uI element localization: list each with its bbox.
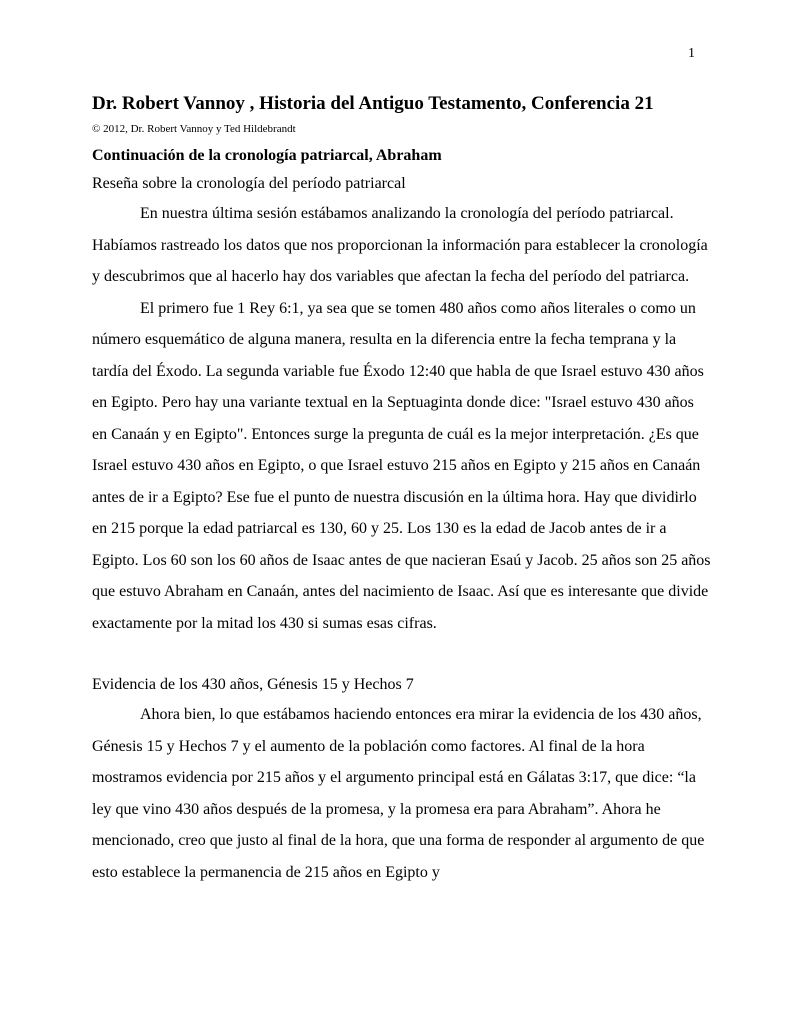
paragraph-data-traced: Habíamos rastreado los datos que nos proporcionan la información para establecer la cronología y descubrimos que al hacerlo hay dos variables que afectan la fecha del período del patriarca. — [92, 236, 708, 285]
paragraph-evidence: Ahora bien, lo que estábamos haciendo entonces era mirar la evidencia de los 430 años, Génesis 15 y Hechos 7 y el aumento de la población como factores. Al final de la hora mostramos evidencia por 215 años y el argumento principal está en Gálatas 3:17, que dice: “la ley que vino 430 años después de la promesa, y la promesa era para Abraham”. Ahora he mencionado, creo que justo al final de la hora, que una forma de responder al argumento de que esto establece la permanencia de 215 años en Egipto y — [92, 706, 705, 881]
document-title: Dr. Robert Vannoy , Historia del Antiguo Testamento, Conferencia 21 — [92, 93, 654, 114]
page-number: 1 — [688, 46, 695, 61]
subheading-chronology-review: Reseña sobre la cronología del período patriarcal — [92, 175, 406, 192]
section-spacer — [92, 639, 712, 671]
document-body — [92, 86, 712, 888]
subheading-430-years-evidence: Evidencia de los 430 años, Génesis 15 y Hechos 7 — [92, 676, 414, 693]
paragraph-first-variable: El primero fue 1 Rey 6:1, ya sea que se tomen 480 años como años literales o como un número esquemático de alguna manera, resulta en la diferencia entre la fecha temprana y la tardía del Éxodo. La segunda variable fue Éxodo 12:40 que habla de que Israel estuvo 430 años en Egipto. Pero hay una variante textual en la Septuaginta donde dice: "Israel estuvo 430 años en Canaán y en Egipto". Entonces surge la pregunta de cuál es la mejor interpretación. ¿Es que Israel estuvo 430 años en Egipto, o que Israel estuvo 215 años en Egipto y 215 años en Canaán antes de ir a Egipto? Ese fue el punto de nuestra discusión en la última hora. Hay que dividirlo en 215 porque la edad patriarcal es 130, 60 y 25. Los 130 es la edad de Jacob antes de ir a Egipto. Los 60 son los 60 años de Isaac antes de que nacieran Esaú y Jacob. 25 años son 25 años que estuvo Abraham en Canaán, antes del nacimiento de Isaac. Así que es interesante que divide exactamente por la mitad los 430 si sumas esas cifras. — [92, 299, 711, 632]
copyright-notice: © 2012, Dr. Robert Vannoy y Ted Hildebrandt — [92, 123, 296, 135]
section-heading: Continuación de la cronología patriarcal, Abraham — [92, 147, 442, 164]
paragraph-last-session: En nuestra última sesión estábamos analizando la cronología del período patriarcal. — [140, 205, 674, 222]
